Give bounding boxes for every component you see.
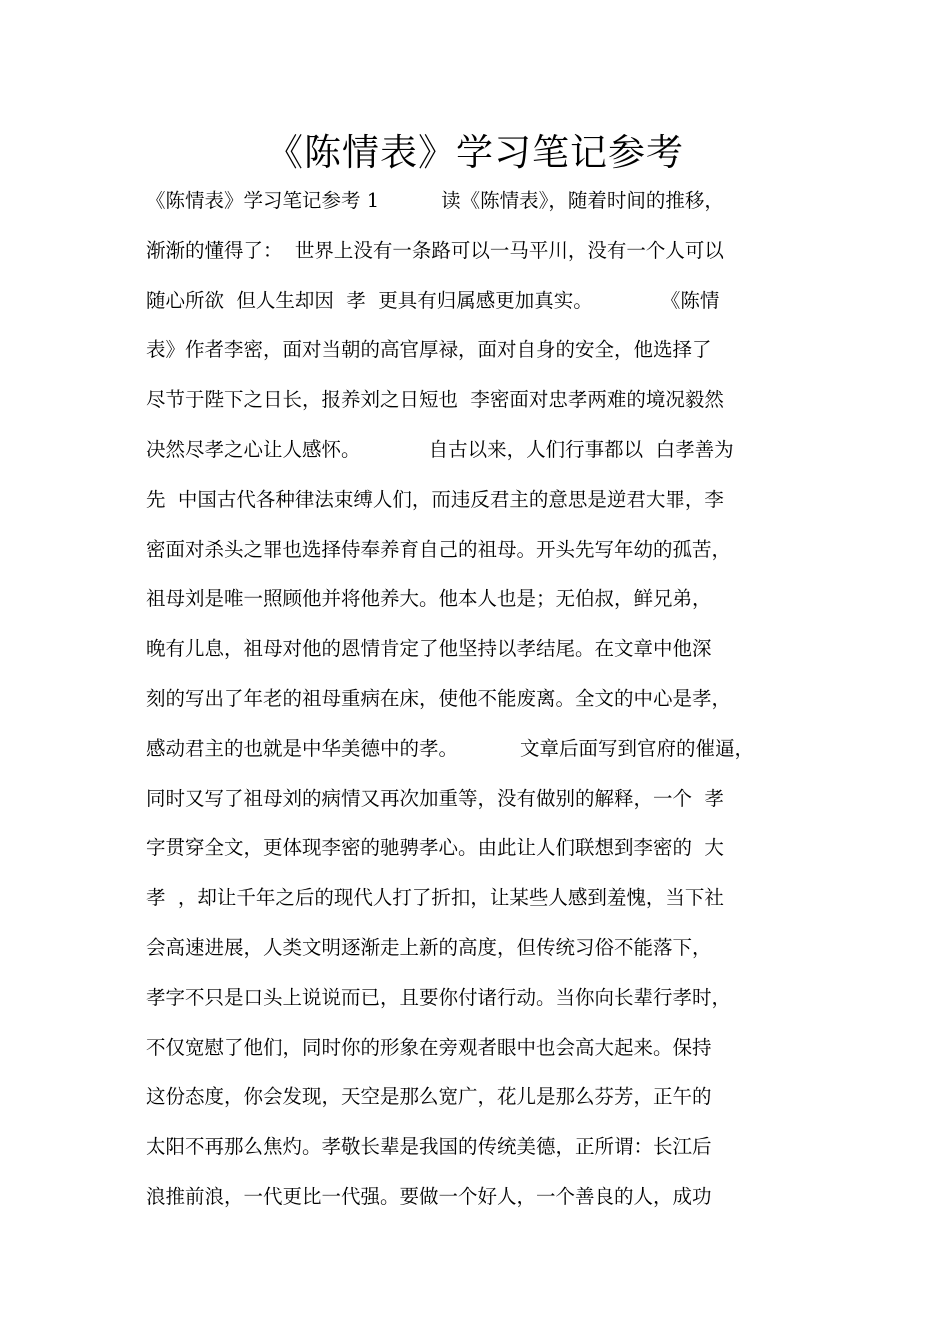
- body-line: 晚有儿息，祖母对他的恩情肯定了他坚持以孝结尾。在文章中他深: [146, 637, 712, 661]
- body-line: 先 中国古代各种律法束缚人们，而违反君主的意思是逆君大罪，李: [146, 487, 724, 511]
- body-line: 太阳不再那么焦灼。孝敬长辈是我国的传统美德，正所谓：长江后: [146, 1135, 712, 1159]
- body-line: 浪推前浪，一代更比一代强。要做一个好人，一个善良的人，成功: [146, 1184, 712, 1208]
- body-line: 祖母刘是唯一照顾他并将他养大。他本人也是；无伯叔，鲜兄弟，: [146, 587, 712, 611]
- body-line: 《陈情表》学习笔记参考 1 读《陈情表》，随着时间的推移，: [146, 189, 724, 212]
- body-line: 感动君主的也就是中华美德中的孝。 文章后面写到官府的催逼，: [146, 736, 754, 760]
- body-line: 尽节于陛下之日长，报养刘之日短也 李密面对忠孝两难的境况毅然: [146, 388, 724, 412]
- body-line: 同时又写了祖母刘的病情又再次加重等，没有做别的解释，一个 孝: [146, 786, 724, 810]
- body-line: 会高速进展，人类文明逐渐走上新的高度，但传统习俗不能落下，: [146, 935, 712, 959]
- body-line: 孝字不只是口头上说说而已，且要你付诸行动。当你向长辈行孝时，: [146, 985, 732, 1009]
- body-line: 表》作者李密，面对当朝的高官厚禄，面对自身的安全，他选择了: [146, 338, 712, 362]
- body-line: 不仅宽慰了他们，同时你的形象在旁观者眼中也会高大起来。保持: [146, 1035, 712, 1059]
- document-title: 《陈情表》学习笔记参考: [266, 131, 684, 174]
- body-line: 决然尽孝之心让人感怀。 自古以来，人们行事都以 白孝善为: [146, 437, 734, 461]
- body-line: 随心所欲 但人生却因 孝 更具有归属感更加真实。 《陈情: [146, 288, 720, 312]
- body-line: 刻的写出了年老的祖母重病在床，使他不能废离。全文的中心是孝，: [146, 686, 732, 710]
- body-line: 孝 ，却让千年之后的现代人打了折扣，让某些人感到羞愧，当下社: [146, 886, 724, 910]
- document-body: [146, 181, 826, 1227]
- body-line: 渐渐的懂得了： 世界上没有一条路可以一马平川，没有一个人可以: [146, 238, 724, 262]
- body-line: 这份态度，你会发现，天空是那么宽广，花儿是那么芬芳，正午的: [146, 1085, 712, 1109]
- body-line: 密面对杀头之罪也选择侍奉养育自己的祖母。开头先写年幼的孤苦，: [146, 537, 732, 561]
- body-line: 字贯穿全文，更体现李密的驰骋孝心。由此让人们联想到李密的 大: [146, 836, 724, 860]
